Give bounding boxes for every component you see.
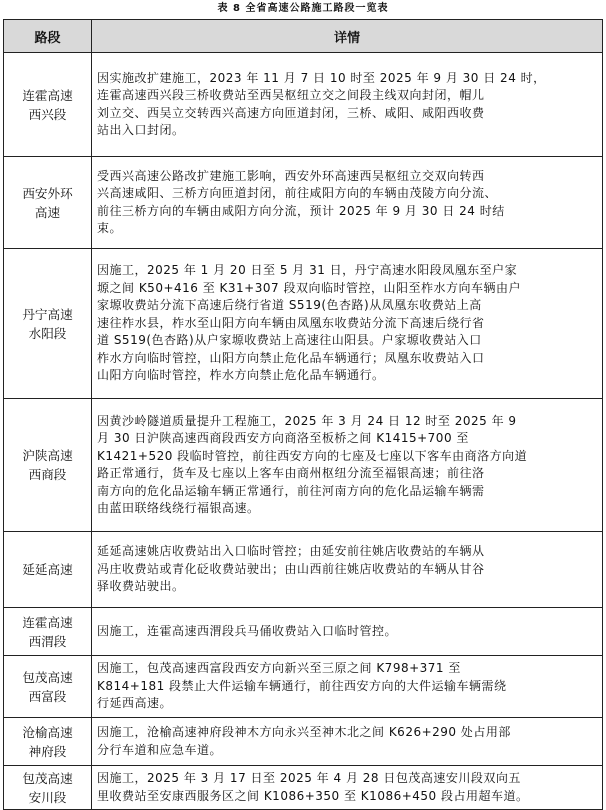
details-cell: 因施工，沧榆高速神府段神木方向永兴至神木北之间 K626+290 处占用部 分行车道和应急车道。 <box>92 718 603 766</box>
table-row <box>4 532 603 608</box>
details-cell: 因实施改扩建施工，2023 年 11 月 7 日 10 时至 2025 年 9 月 30 日 24 时， 连霍高速西兴段三桥收费站至西吴枢纽立交之间段主线双向封闭，帽儿 刘立交、西吴立交转西兴高速方向匝道封闭，三桥、咸阳、咸阳西收费 站出入口封闭。 <box>92 53 603 157</box>
section-cell: 连霍高速 西渭段 <box>4 608 92 656</box>
section-cell: 丹宁高速 水阳段 <box>4 249 92 399</box>
section-cell: 延延高速 <box>4 532 92 608</box>
section-cell: 连霍高速 西兴段 <box>4 53 92 157</box>
details-cell: 因施工，2025 年 3 月 17 日至 2025 年 4 月 28 日包茂高速安川段双向五 里收费站至安康西服务区之间 K1086+350 至 K1086+450 段占用超车道。 <box>92 766 603 810</box>
table-row <box>4 399 603 532</box>
details-cell: 因施工，2025 年 1 月 20 日至 5 月 31 日，丹宁高速水阳段凤凰东至户家 塬之间 K50+416 至 K31+307 段双向临时管控，山阳至柞水方向车辆由户 家塬收费站分流下高速后绕行省道 S519(色杏路)从凤凰东收费站上高 速往柞水县，柞水至山阳方向车辆由凤凰东收费站分流下高速后绕行省 道 S519(色杏路)从户家塬收费站上高速往山阳县。户家塬收费站入口 柞水方向临时管控，山阳方向禁止危化品车辆通行；凤凰东收费站入口 山阳方向临时管控，柞水方向禁止危化品车辆通行。 <box>92 249 603 399</box>
header-details: 详情 <box>92 20 603 53</box>
section-cell: 包茂高速 西富段 <box>4 656 92 718</box>
details-cell: 因施工，连霍高速西渭段兵马俑收费站入口临时管控。 <box>92 608 603 656</box>
section-cell: 沧榆高速 神府段 <box>4 718 92 766</box>
table-row <box>4 53 603 157</box>
construction-table <box>3 19 603 810</box>
section-cell: 包茂高速 安川段 <box>4 766 92 810</box>
header-section: 路段 <box>4 20 92 53</box>
table-row <box>4 157 603 249</box>
details-cell: 因施工，包茂高速西富段西安方向新兴至三原之间 K798+371 至 K814+181 段禁止大件运输车辆通行，前往西安方向的大件运输车辆需绕 行延西高速。 <box>92 656 603 718</box>
table-row <box>4 656 603 718</box>
details-cell: 延延高速姚店收费站出入口临时管控；由延安前往姚店收费站的车辆从 冯庄收费站或青化砭收费站驶出；由山西前往姚店收费站的车辆从甘谷 驿收费站驶出。 <box>92 532 603 608</box>
table-caption: 表 8 全省高速公路施工路段一览表 <box>217 3 389 14</box>
section-cell: 西安外环 高速 <box>4 157 92 249</box>
table-row <box>4 718 603 766</box>
details-cell: 受西兴高速公路改扩建施工影响，西安外环高速西吴枢纽立交双向转西 兴高速咸阳、三桥方向匝道封闭，前往咸阳方向的车辆由茂陵方向分流、 前往三桥方向的车辆由咸阳方向分流，预计 2025 年 9 月 30 日 24 时结 束。 <box>92 157 603 249</box>
details-cell: 因黄沙岭隧道质量提升工程施工，2025 年 3 月 24 日 12 时至 2025 年 9 月 30 日沪陕高速西商段西安方向商洛至板桥之间 K1415+700 至 K1421+520 段临时管控，前往西安方向的七座及七座以下客车由商洛方向道 路正常通行，货车及七座以上客车由商州枢纽分流至福银高速；前往洛 南方向的危化品运输车辆正常通行，前往河南方向的危化品运输车辆需 由蓝田联络线绕行福银高速。 <box>92 399 603 532</box>
table-row <box>4 608 603 656</box>
table-row <box>4 249 603 399</box>
section-cell: 沪陕高速 西商段 <box>4 399 92 532</box>
table-row <box>4 766 603 810</box>
table-header-row <box>4 20 603 53</box>
